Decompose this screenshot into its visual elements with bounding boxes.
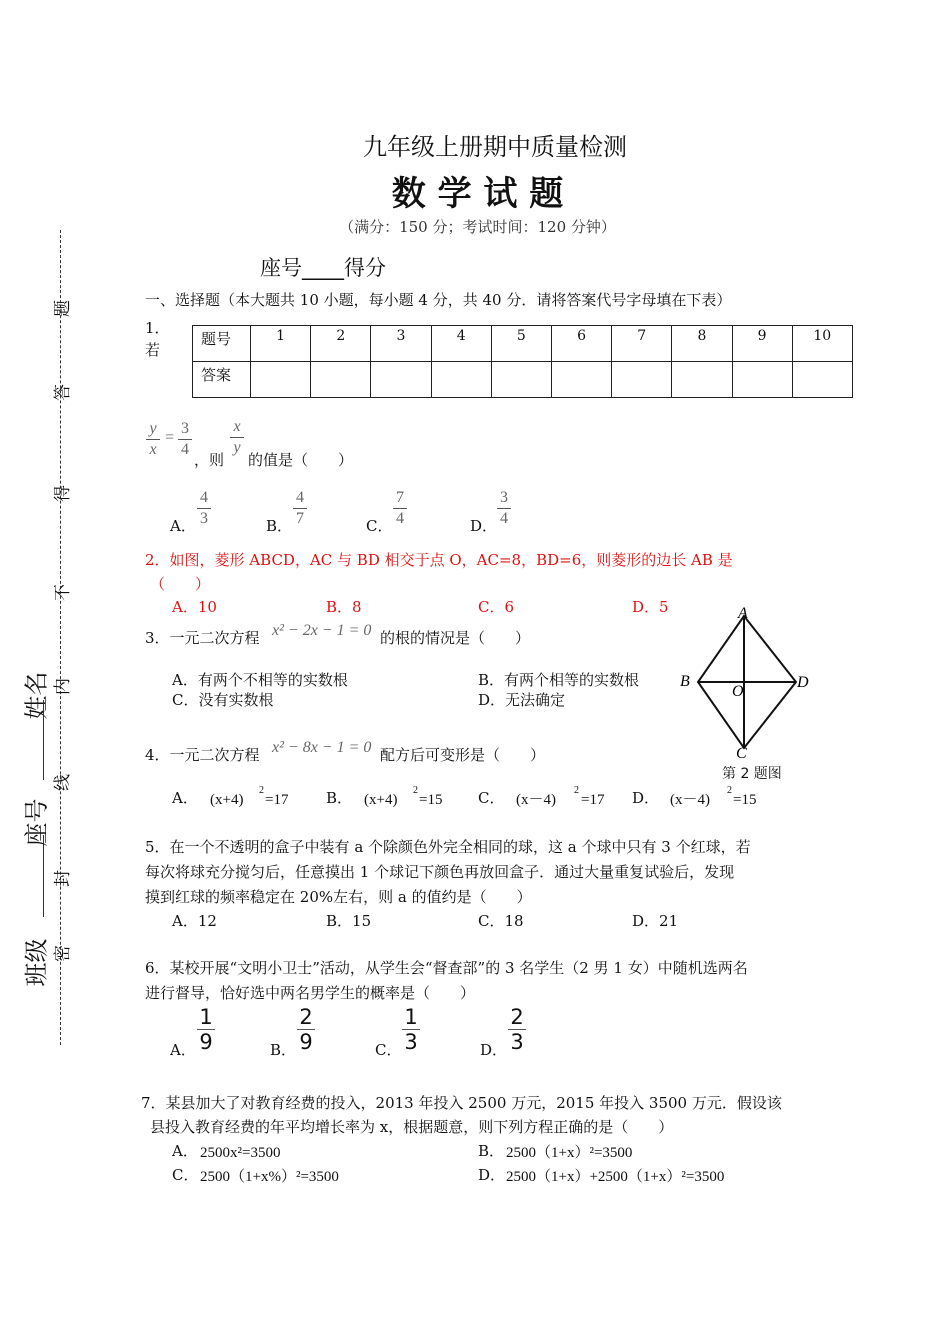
exam-info: （满分：150 分；考试时间：120 分钟） (339, 218, 616, 236)
binding-line (60, 230, 61, 1045)
q1-option-d-label[interactable]: D． (470, 517, 498, 535)
q3-prefix: 3．一元二次方程 (145, 629, 260, 647)
q4-suffix: 配方后可变形是（ ） (380, 746, 546, 764)
table-cell: 2 (311, 326, 371, 362)
margin-word-ti: 题 (53, 300, 73, 317)
figure-caption: 第 2 题图 (722, 766, 782, 782)
table-cell: 8 (672, 326, 732, 362)
q4-option-c-rhs: =17 (581, 792, 605, 808)
q4-option-d-expr: (x－4) (670, 792, 710, 808)
q6-line1: 6．某校开展“文明小卫士”活动，从学生会“督查部”的 3 名学生（2 男 1 女）中随机选两名 (145, 959, 748, 977)
answer-cell[interactable] (371, 362, 431, 398)
q6-option-d-frac: 2 3 (508, 1006, 526, 1053)
margin-word-bu: 不 (53, 584, 73, 601)
margin-word-de: 得 (53, 485, 73, 502)
vertex-b-label: B (680, 673, 690, 690)
table-row (193, 362, 853, 398)
seat-score-line: 座号____得分 (260, 256, 386, 280)
q6-option-c-label[interactable]: C． (375, 1041, 402, 1059)
q2-paren: （ ） (150, 575, 211, 593)
answer-cell[interactable] (431, 362, 491, 398)
answer-cell[interactable] (311, 362, 371, 398)
q7-option-b-text: 2500（1+x）²=3500 (506, 1145, 633, 1161)
table-cell: 10 (792, 326, 852, 362)
q1-then: ，则 (194, 451, 225, 469)
answer-cell[interactable] (732, 362, 792, 398)
q4-option-a-expr: (x+4) (210, 792, 244, 808)
q1-option-c-label[interactable]: C． (366, 517, 393, 535)
q7-option-c-text: 2500（1+x%）²=3500 (200, 1169, 339, 1185)
q7-option-a-label[interactable]: A． (172, 1142, 198, 1160)
q1-ruo: 若 (145, 341, 161, 359)
q4-option-a-label[interactable]: A． (172, 789, 198, 807)
table-cell: 5 (491, 326, 551, 362)
q3-suffix: 的根的情况是（ ） (380, 629, 531, 647)
name-underline (43, 700, 44, 780)
q1-frac-3-over-4: 3 4 (178, 420, 192, 459)
q4-option-d-pow: 2 (727, 785, 732, 796)
table-cell: 7 (612, 326, 672, 362)
q7-option-a-text: 2500x²=3500 (200, 1145, 281, 1161)
label-seat: 座号 (22, 798, 51, 847)
q1-option-b-frac: 4 7 (293, 489, 307, 528)
q4-option-b-label[interactable]: B． (326, 789, 353, 807)
q7-option-d-text: 2500（1+x）+2500（1+x）²=3500 (506, 1169, 725, 1185)
answer-cell[interactable] (672, 362, 732, 398)
answer-cell[interactable] (251, 362, 311, 398)
margin-word-nei: 内 (53, 678, 73, 695)
q4-option-d-label[interactable]: D． (632, 789, 660, 807)
q3-option-a[interactable]: A．有两个不相等的实数根 (172, 671, 348, 689)
q1-number: 1． (145, 319, 170, 337)
q6-option-a-label[interactable]: A． (170, 1041, 196, 1059)
table-cell: 9 (732, 326, 792, 362)
table-cell: 3 (371, 326, 431, 362)
rhombus-figure (676, 604, 826, 784)
q6-option-d-label[interactable]: D． (480, 1041, 508, 1059)
q2-option-b[interactable]: B．8 (326, 598, 362, 616)
q5-line1: 5．在一个不透明的盒子中装有 a 个除颜色外完全相同的球，这 a 个球中只有 3 个红球，若 (145, 838, 751, 856)
q4-option-b-rhs: =15 (419, 792, 443, 808)
exam-title: 九年级上册期中质量检测 (363, 133, 627, 161)
answer-cell[interactable] (792, 362, 852, 398)
q4-option-b-pow: 2 (413, 785, 418, 796)
q7-option-d-label[interactable]: D． (478, 1166, 506, 1184)
q1-frac-x-over-y: x y (230, 418, 244, 457)
table-cell: 1 (251, 326, 311, 362)
q5-option-a[interactable]: A．12 (172, 912, 217, 930)
q6-option-a-frac: 1 9 (197, 1006, 215, 1053)
section1-heading: 一、选择题（本大题共 10 小题，每小题 4 分，共 40 分．请将答案代号字母填在下表） (145, 291, 732, 309)
q6-option-c-frac: 1 3 (402, 1006, 420, 1053)
q1-equals: = (164, 429, 175, 446)
seat-underline (43, 835, 44, 917)
answer-table (192, 325, 853, 398)
label-class: 班级 (22, 938, 51, 987)
q6-option-b-frac: 2 9 (297, 1006, 315, 1053)
q1-option-a-frac: 4 3 (197, 489, 211, 528)
q4-equation: x² − 8x − 1 = 0 (272, 739, 372, 756)
vertex-a-label: A (738, 605, 748, 622)
vertex-d-label: D (797, 674, 809, 691)
subject-title: 数 学 试 题 (391, 174, 564, 214)
vertex-c-label: C (736, 745, 747, 762)
label-name: 姓名 (22, 671, 51, 720)
q4-prefix: 4．一元二次方程 (145, 746, 260, 764)
table-cell: 4 (431, 326, 491, 362)
q1-option-c-frac: 7 4 (393, 489, 407, 528)
q5-option-b[interactable]: B．15 (326, 912, 372, 930)
q1-option-d-frac: 3 4 (497, 489, 511, 528)
q1-option-a-label[interactable]: A． (170, 517, 196, 535)
q7-line1: 7．某县加大了对教育经费的投入，2013 年投入 2500 万元，2015 年投入 3500 万元．假设该 (141, 1094, 782, 1112)
q6-option-b-label[interactable]: B． (270, 1041, 297, 1059)
q3-option-d[interactable]: D．无法确定 (478, 691, 566, 709)
q1-option-b-label[interactable]: B． (266, 517, 293, 535)
q7-line2: 县投入教育经费的年平均增长率为 x，根据题意，则下列方程正确的是（ ） (150, 1118, 674, 1136)
q3-option-b[interactable]: B．有两个相等的实数根 (478, 671, 640, 689)
q4-option-b-expr: (x+4) (364, 792, 398, 808)
answer-cell[interactable] (551, 362, 611, 398)
q2-text: 2．如图，菱形 ABCD，AC 与 BD 相交于点 O，AC=8，BD=6，则菱形的边长 AB 是 (145, 551, 733, 569)
q2-option-d[interactable]: D．5 (632, 598, 669, 616)
table-row (193, 326, 853, 362)
table-cell: 6 (551, 326, 611, 362)
q5-line2: 每次将球充分搅匀后，任意摸出 1 个球记下颜色再放回盒子．通过大量重复试验后，发现 (145, 863, 735, 881)
margin-word-xian: 线 (53, 774, 73, 791)
row-label-number: 题号 (193, 326, 251, 362)
q4-option-a-rhs: =17 (265, 792, 289, 808)
q4-option-a-pow: 2 (259, 785, 264, 796)
q4-option-c-label[interactable]: C． (478, 789, 505, 807)
q4-option-c-expr: (x－4) (516, 792, 556, 808)
row-label-answer: 答案 (193, 362, 251, 398)
q4-option-c-pow: 2 (574, 785, 579, 796)
q7-option-b-label[interactable]: B． (478, 1142, 505, 1160)
answer-cell[interactable] (612, 362, 672, 398)
answer-cell[interactable] (491, 362, 551, 398)
q6-line2: 进行督导，恰好选中两名男学生的概率是（ ） (145, 984, 476, 1002)
q2-option-c[interactable]: C．6 (478, 598, 515, 616)
q1-question-end: 的值是（ ） (248, 451, 354, 469)
q7-option-c-label[interactable]: C． (172, 1166, 199, 1184)
q4-option-d-rhs: =15 (733, 792, 757, 808)
margin-word-feng: 封 (53, 870, 73, 887)
margin-word-da: 答 (53, 384, 73, 401)
center-o-label: O (732, 683, 744, 700)
q2-option-a[interactable]: A．10 (172, 598, 217, 616)
q1-frac-y-over-x: y x (146, 420, 160, 459)
q3-equation: x² − 2x − 1 = 0 (272, 622, 372, 639)
q5-line3: 摸到红球的频率稳定在 20%左右，则 a 的值约是（ ） (145, 888, 532, 906)
q5-option-c[interactable]: C．18 (478, 912, 524, 930)
q5-option-d[interactable]: D．21 (632, 912, 679, 930)
q3-option-c[interactable]: C．没有实数根 (172, 691, 274, 709)
margin-word-mi: 密 (53, 945, 73, 962)
